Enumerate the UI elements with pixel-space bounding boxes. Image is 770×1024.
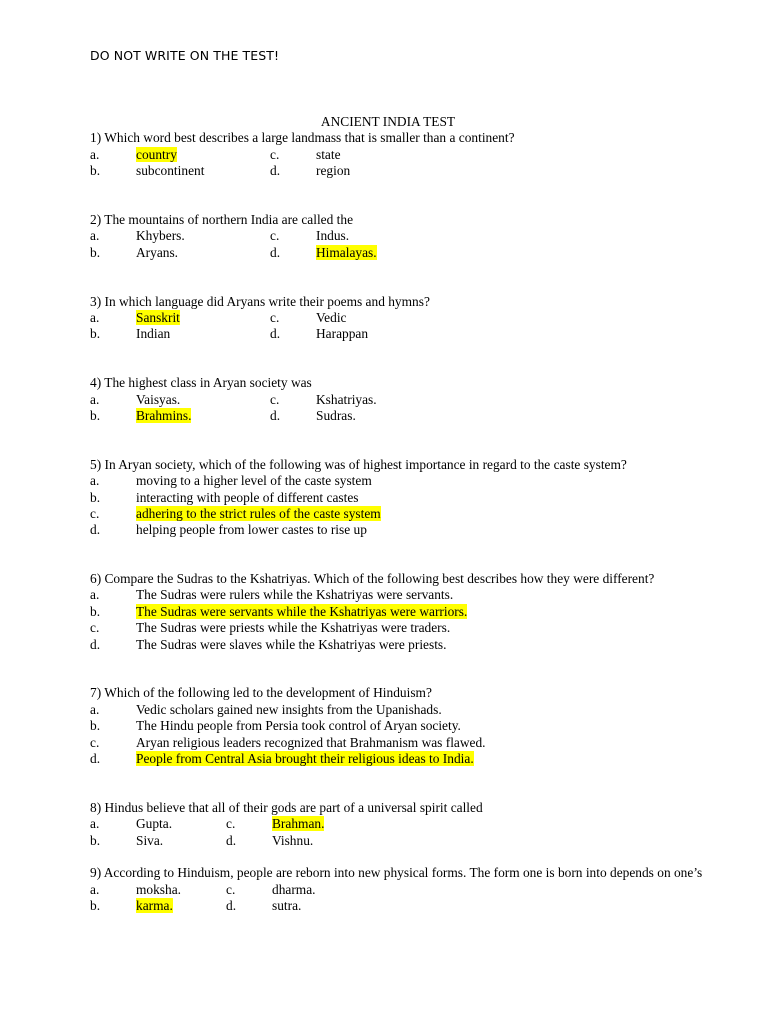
question-7 (90, 685, 730, 767)
option-row (90, 735, 730, 751)
option-row (90, 604, 730, 620)
option-row (90, 898, 730, 914)
option-letter: a. (90, 881, 100, 897)
option-letter: b. (90, 244, 101, 260)
option-text-highlighted: karma. (136, 898, 173, 914)
option-letter: a. (90, 146, 100, 162)
option-text-highlighted: country (136, 146, 177, 162)
option-letter: d. (226, 832, 237, 848)
option-text-highlighted: The Sudras were servants while the Kshatriyas were warriors. (136, 603, 468, 619)
option-letter: a. (90, 228, 100, 244)
option-text: helping people from lower castes to rise up (136, 522, 367, 538)
option-text: Indus. (316, 228, 350, 244)
option-row (90, 228, 730, 244)
option-letter: b. (90, 718, 101, 734)
option-text: interacting with people of different castes (136, 489, 359, 505)
option-letter: a. (90, 587, 100, 603)
option-letter: c. (226, 881, 236, 897)
option-letter: d. (270, 163, 281, 179)
option-text: Aryans. (136, 244, 179, 260)
option-text: sutra. (272, 898, 302, 914)
option-letter: a. (90, 701, 100, 717)
option-text: Vaisyas. (136, 391, 181, 407)
option-letter: c. (226, 816, 236, 832)
option-text-highlighted: adhering to the strict rules of the caste system (136, 505, 381, 521)
option-row (90, 392, 730, 408)
question-2 (90, 212, 730, 261)
question-stem: 3) In which language did Aryans write their poems and hymns? (90, 293, 430, 309)
question-stem: 2) The mountains of northern India are called the (90, 211, 354, 227)
option-row (90, 147, 730, 163)
option-letter: b. (90, 163, 101, 179)
question-stem: 8) Hindus believe that all of their gods are part of a universal spirit called (90, 799, 483, 815)
option-text: Vishnu. (272, 832, 314, 848)
option-text: moving to a higher level of the caste system (136, 473, 372, 489)
option-letter: d. (90, 751, 101, 767)
option-text: Sudras. (316, 407, 356, 423)
option-row (90, 522, 730, 538)
option-text: dharma. (272, 881, 316, 897)
option-text: Kshatriyas. (316, 391, 377, 407)
option-letter: c. (270, 146, 280, 162)
option-row (90, 587, 730, 603)
option-letter: d. (270, 244, 281, 260)
option-row (90, 326, 730, 342)
option-letter: b. (90, 832, 101, 848)
option-letter: b. (90, 326, 101, 342)
option-text: region (316, 163, 351, 179)
option-letter: c. (270, 309, 280, 325)
option-row (90, 833, 730, 849)
option-text-highlighted: Brahman. (272, 816, 325, 832)
option-text: The Sudras were priests while the Kshatriyas were traders. (136, 620, 451, 636)
option-row (90, 702, 730, 718)
option-row (90, 473, 730, 489)
test-body (90, 114, 730, 947)
option-row (90, 637, 730, 653)
question-9 (90, 865, 730, 914)
option-letter: b. (90, 898, 101, 914)
option-text: The Sudras were rulers while the Kshatriyas were servants. (136, 587, 454, 603)
option-text: Indian (136, 326, 171, 342)
option-text: Vedic (316, 309, 347, 325)
option-text: Gupta. (136, 816, 173, 832)
option-text: Siva. (136, 832, 164, 848)
option-text: Harappan (316, 326, 369, 342)
option-row (90, 163, 730, 179)
option-text: The Sudras were slaves while the Kshatriyas were priests. (136, 636, 447, 652)
question-4 (90, 375, 730, 424)
question-stem: 6) Compare the Sudras to the Kshatriyas. Which of the following best describes how they were different? (90, 571, 655, 587)
option-row (90, 310, 730, 326)
option-letter: a. (90, 309, 100, 325)
option-text: Khybers. (136, 228, 185, 244)
option-letter: c. (90, 734, 100, 750)
option-text: Aryan religious leaders recognized that Brahmanism was flawed. (136, 734, 486, 750)
option-letter: d. (226, 898, 237, 914)
option-row (90, 490, 730, 506)
question-stem: 1) Which word best describes a large landmass that is smaller than a continent? (90, 130, 515, 146)
option-letter: b. (90, 489, 101, 505)
option-text-highlighted: Himalayas. (316, 244, 377, 260)
option-text-highlighted: People from Central Asia brought their religious ideas to India. (136, 751, 474, 767)
option-letter: a. (90, 391, 100, 407)
question-stem: 5) In Aryan society, which of the following was of highest importance in regard to the caste system? (90, 456, 627, 472)
option-letter: d. (90, 522, 101, 538)
option-text: Vedic scholars gained new insights from the Upanishads. (136, 701, 442, 717)
option-row (90, 882, 730, 898)
option-letter: c. (90, 620, 100, 636)
question-stem: 7) Which of the following led to the development of Hinduism? (90, 685, 432, 701)
option-text-highlighted: Sanskrit (136, 309, 180, 325)
option-text: The Hindu people from Persia took control of Aryan society. (136, 718, 461, 734)
option-row (90, 506, 730, 522)
option-letter: c. (270, 228, 280, 244)
option-letter: a. (90, 816, 100, 832)
option-letter: c. (270, 391, 280, 407)
question-3 (90, 294, 730, 343)
option-letter: b. (90, 407, 101, 423)
page-title: ANCIENT INDIA TEST (320, 114, 456, 129)
option-letter: d. (270, 326, 281, 342)
header-note: DO NOT WRITE ON THE TEST! (90, 48, 280, 63)
question-stem: 9) According to Hinduism, people are reborn into new physical forms. The form one is born into depends on one’s (90, 865, 703, 881)
question-8 (90, 800, 730, 849)
option-row (90, 245, 730, 261)
question-5 (90, 457, 730, 539)
option-letter: c. (90, 505, 100, 521)
question-1 (90, 130, 730, 179)
option-text-highlighted: Brahmins. (136, 407, 192, 423)
option-text: subcontinent (136, 163, 205, 179)
option-letter: a. (90, 473, 100, 489)
option-row (90, 620, 730, 636)
option-letter: b. (90, 603, 101, 619)
option-letter: d. (270, 407, 281, 423)
option-text: state (316, 146, 341, 162)
option-row (90, 718, 730, 734)
option-row (90, 816, 730, 832)
question-stem: 4) The highest class in Aryan society was (90, 375, 312, 391)
option-letter: d. (90, 636, 101, 652)
option-row (90, 751, 730, 767)
question-6 (90, 571, 730, 653)
option-row (90, 408, 730, 424)
option-text: moksha. (136, 881, 182, 897)
